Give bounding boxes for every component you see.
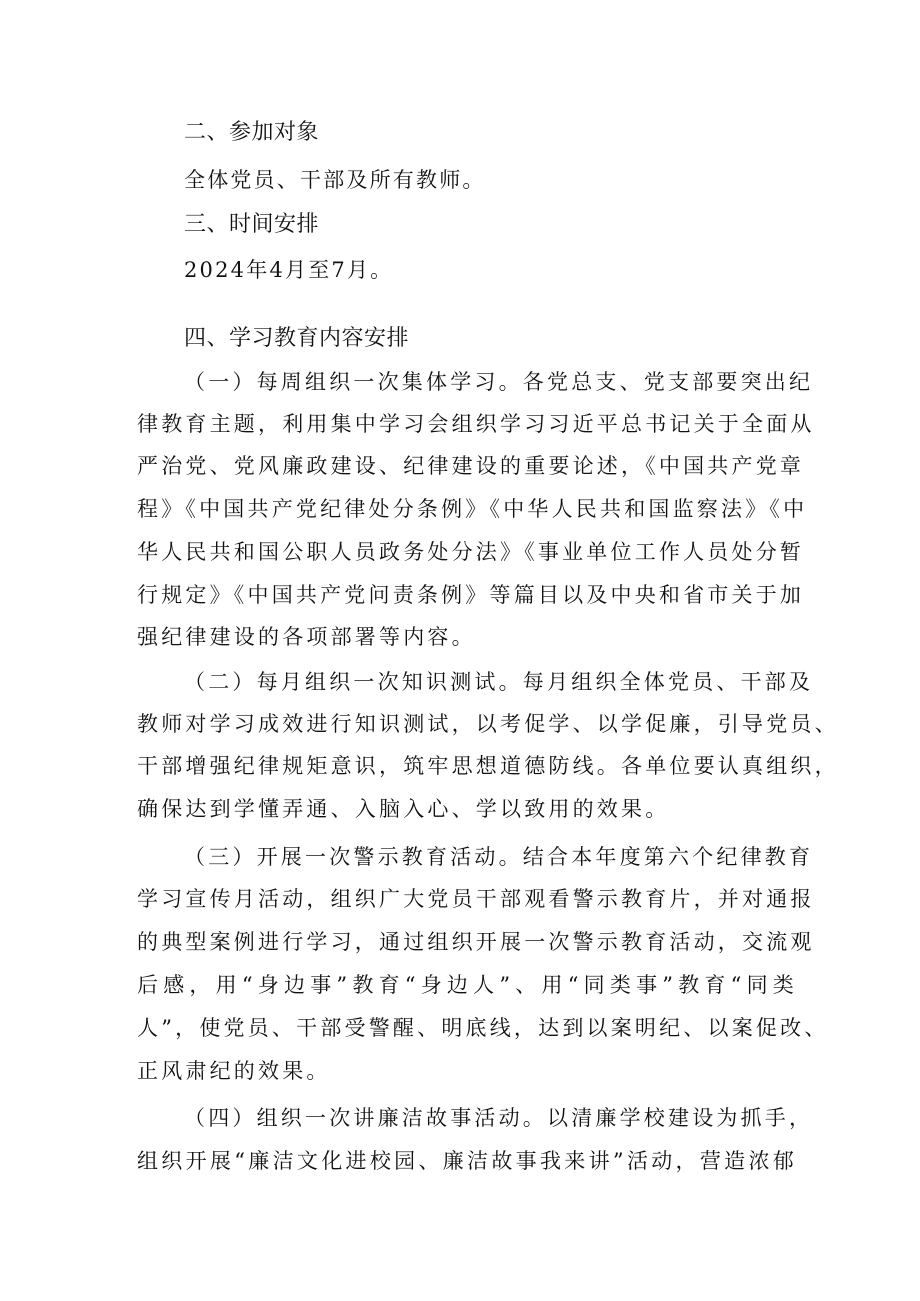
paragraph-line: 行规定》《中国共产党问责条例》等篇目以及中央和省市关于加 — [137, 583, 805, 607]
paragraph-line: 学习宣传月活动，组织广大党员干部观看警示教育片，并对通报 — [137, 887, 815, 911]
section-3-body: 2024年4月至7月。 — [184, 258, 394, 282]
paragraph-line: 正风肃纪的效果。 — [137, 1059, 331, 1083]
paragraph-line: 律教育主题，利用集中学习会组织学习习近平总书记关于全面从 — [137, 412, 815, 436]
paragraph-line: 的典型案例进行学习，通过组织开展一次警示教育活动，交流观 — [137, 930, 815, 954]
paragraph-line: 华人民共和国公职人员政务处分法》《事业单位工作人员处分暂 — [137, 540, 805, 564]
paragraph-line: 程》《中国共产党纪律处分条例》《中华人民共和国监察法》《中 — [137, 497, 808, 521]
paragraph-line: 教师对学习成效进行知识测试，以考促学、以学促廉，引导党员、 — [137, 712, 839, 736]
paragraph-line: 强纪律建设的各项部署等内容。 — [137, 625, 476, 649]
paragraph-line: （二）每月组织一次知识测试。每月组织全体党员、干部及 — [184, 670, 814, 694]
section-4-heading: 四、学习教育内容安排 — [184, 326, 410, 351]
paragraph-line: 干部增强纪律规矩意识，筑牢思想道德防线。各单位要认真组织， — [137, 754, 839, 778]
paragraph-line: 确保达到学懂弄通、入脑入心、学以致用的效果。 — [137, 797, 670, 821]
section-2-heading: 二、参加对象 — [184, 120, 320, 145]
paragraph-line: （四）组织一次讲廉洁故事活动。以清廉学校建设为抓手， — [184, 1106, 814, 1130]
paragraph-line: （一）每周组织一次集体学习。各党总支、党支部要突出纪 — [184, 370, 814, 394]
paragraph-line: （三）开展一次警示教育活动。结合本年度第六个纪律教育 — [184, 845, 814, 869]
section-2-body: 全体党员、干部及所有教师。 — [184, 168, 486, 192]
paragraph-line: 严治党、党风廉政建设、纪律建设的重要论述，《中国共产党章 — [137, 454, 805, 478]
paragraph-line: 后感，用“身边事”教育“身边人”、用“同类事”教育“同类 — [137, 973, 797, 997]
paragraph-line: 组织开展“廉洁文化进校园、廉洁故事我来讲”活动，营造浓郁 — [137, 1149, 797, 1173]
section-3-heading: 三、时间安排 — [184, 212, 320, 237]
paragraph-line: 人”，使党员、干部受警醒、明底线，达到以案明纪、以案促改、 — [137, 1016, 829, 1040]
